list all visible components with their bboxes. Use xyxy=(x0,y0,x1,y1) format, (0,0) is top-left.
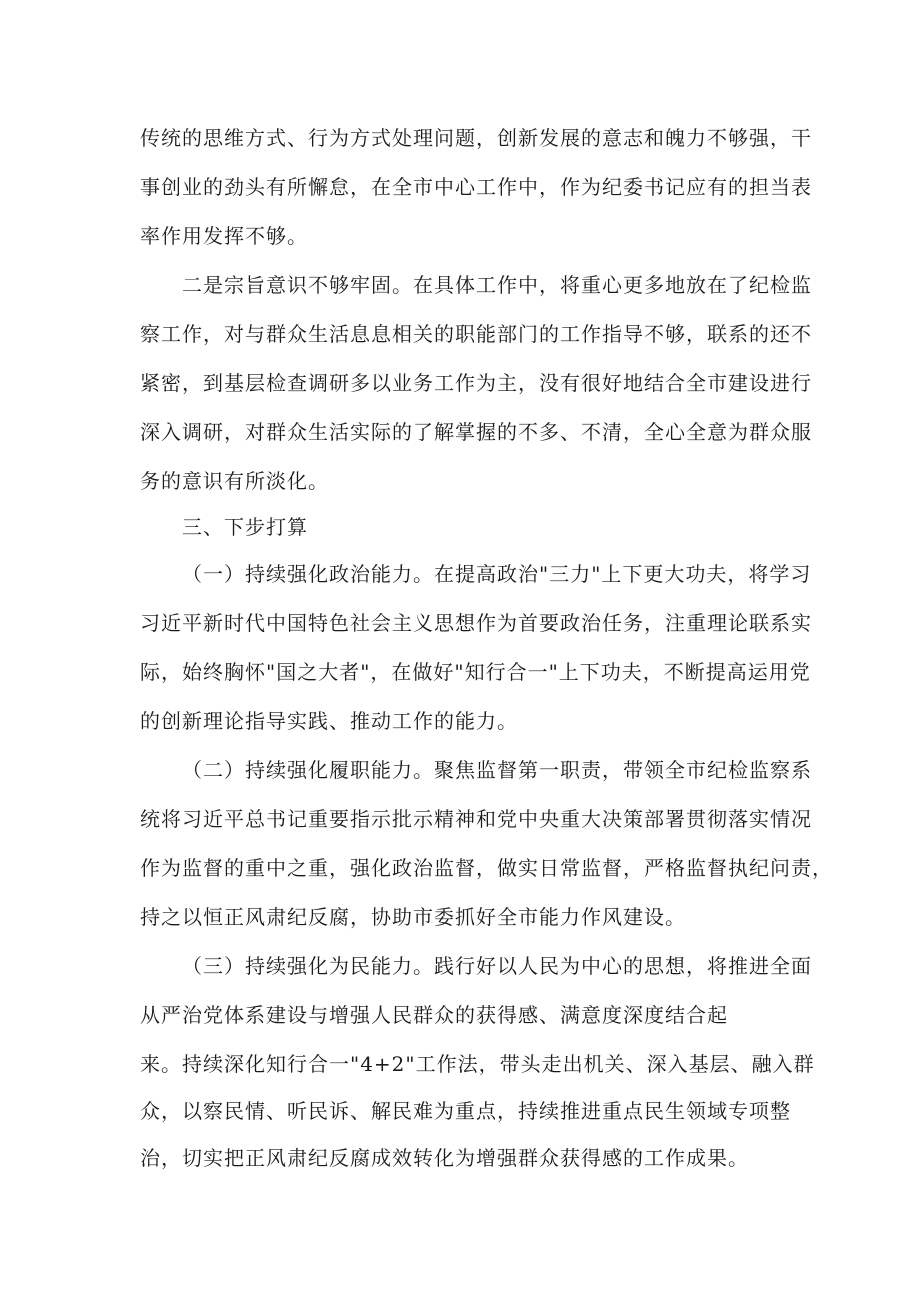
paragraph-line: 来。持续深化知行合一"4+2"工作法，带头走出机关、深入基层、融入群 xyxy=(140,1052,815,1076)
paragraph-line: 众，以察民情、听民诉、解民难为重点，持续推进重点民生领域专项整 xyxy=(140,1099,791,1123)
paragraph-line: 持之以恒正风肃纪反腐，协助市委抓好全市能力作风建设。 xyxy=(140,905,686,929)
paragraph-line: 际，始终胸怀"国之大者"，在做好"知行合一"上下功夫，不断提高运用党 xyxy=(140,660,811,684)
paragraph-line: 率作用发挥不够。 xyxy=(140,224,308,248)
paragraph-line: （二）持续强化履职能力。聚焦监督第一职责，带领全市纪检监察系 xyxy=(182,758,812,782)
paragraph-line: 深入调研，对群众生活实际的了解掌握的不多、不清，全心全意为群众服 xyxy=(140,420,812,444)
paragraph-line: 从严治党体系建设与增强人民群众的获得感、满意度深度结合起 xyxy=(140,1003,728,1027)
paragraph-line: 统将习近平总书记重要指示批示精神和党中央重大决策部署贯彻落实情况 xyxy=(140,807,812,831)
paragraph-line: 务的意识有所淡化。 xyxy=(140,469,329,493)
paragraph-line: （一）持续强化政治能力。在提高政治"三力"上下更大功夫，将学习 xyxy=(182,562,812,586)
paragraph-line: 察工作，对与群众生活息息相关的职能部门的工作指导不够，联系的还不 xyxy=(140,322,812,346)
paragraph-line: 事创业的劲头有所懈怠，在全市中心工作中，作为纪委书记应有的担当表 xyxy=(140,175,812,199)
paragraph-line: 二是宗旨意识不够牢固。在具体工作中，将重心更多地放在了纪检监 xyxy=(182,273,812,297)
paragraph-line: 紧密，到基层检查调研多以业务工作为主，没有很好地结合全市建设进行 xyxy=(140,371,812,395)
paragraph-line: （三）持续强化为民能力。践行好以人民为中心的思想，将推进全面 xyxy=(182,954,812,978)
section-heading: 三、下步打算 xyxy=(182,515,308,539)
paragraph-line: 习近平新时代中国特色社会主义思想作为首要政治任务，注重理论联系实 xyxy=(140,611,812,635)
paragraph-line: 的创新理论指导实践、推动工作的能力。 xyxy=(140,709,518,733)
paragraph-line: 治，切实把正风肃纪反腐成效转化为增强群众获得感的工作成果。 xyxy=(140,1146,749,1170)
paragraph-line: 传统的思维方式、行为方式处理问题，创新发展的意志和魄力不够强，干 xyxy=(140,126,812,150)
paragraph-line: 作为监督的重中之重，强化政治监督，做实日常监督，严格监督执纪问责， xyxy=(140,856,833,880)
